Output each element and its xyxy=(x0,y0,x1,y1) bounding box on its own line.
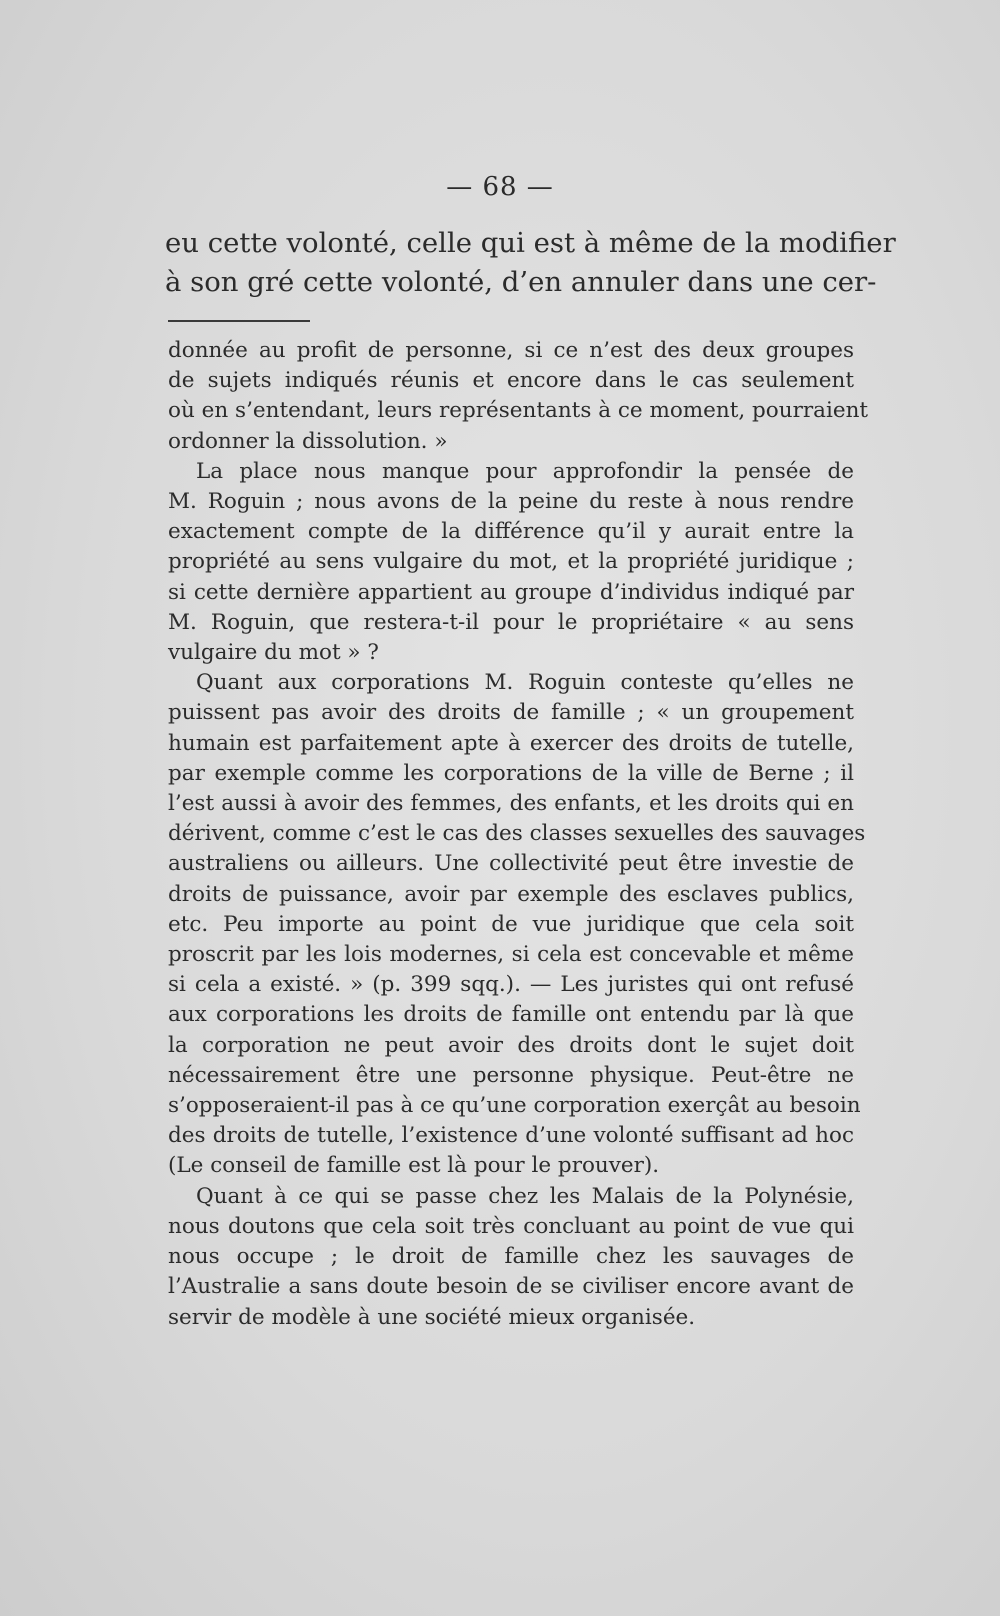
footnote-line: dérivent, comme c’est le cas des classes sexuelles des sauvages xyxy=(168,821,866,847)
footnote-line: aux corporations les droits de famille ont entendu par là que xyxy=(168,1002,854,1028)
footnote-line: M. Roguin ; nous avons de la peine du reste à nous rendre xyxy=(168,489,854,515)
footnote-rule xyxy=(168,320,310,322)
footnote-line: La place nous manque pour approfondir la pensée de xyxy=(196,458,854,484)
footnote-line: exactement compte de la différence qu’il y aurait entre la xyxy=(168,519,854,545)
footnote-line: droits de puissance, avoir par exemple des esclaves publics, xyxy=(168,881,854,907)
footnote-line: nécessairement être une personne physique. Peut-être ne xyxy=(168,1062,854,1088)
page-number: — 68 — xyxy=(446,172,554,202)
footnote-line: Quant à ce qui se passe chez les Malais de la Polynésie, xyxy=(196,1183,854,1209)
footnote-line: M. Roguin, que restera-t-il pour le propriétaire « au sens xyxy=(168,609,854,635)
footnote-line: vulgaire du mot » ? xyxy=(168,640,379,666)
footnote-line: servir de modèle à une société mieux organisée. xyxy=(168,1304,696,1330)
footnote-line: nous occupe ; le droit de famille chez les sauvages de xyxy=(168,1244,854,1270)
main-text-line: eu cette volonté, celle qui est à même de la modifier xyxy=(165,227,896,259)
footnote-line: Quant aux corporations M. Roguin conteste qu’elles ne xyxy=(196,670,854,696)
footnote-line: propriété au sens vulgaire du mot, et la propriété juridique ; xyxy=(168,549,854,575)
footnote-line: de sujets indiqués réunis et encore dans le cas seulement xyxy=(168,368,854,394)
footnote-line: proscrit par les lois modernes, si cela est concevable et même xyxy=(168,942,854,968)
footnote-line: puissent pas avoir des droits de famille ; « un groupement xyxy=(168,700,854,726)
footnote-line: où en s’entendant, leurs représentants à ce moment, pourraient xyxy=(168,398,869,424)
footnote-line: etc. Peu importe au point de vue juridique que cela soit xyxy=(168,911,854,937)
footnote-line: la corporation ne peut avoir des droits dont le sujet doit xyxy=(168,1032,854,1058)
footnote-line: l’Australie a sans doute besoin de se civiliser encore avant de xyxy=(168,1274,854,1300)
footnote-line: (Le conseil de famille est là pour le prouver). xyxy=(168,1153,660,1179)
main-text-line: à son gré cette volonté, d’en annuler dans une cer- xyxy=(165,266,877,298)
footnote-line: si cette dernière appartient au groupe d’individus indiqué par xyxy=(168,579,854,605)
footnote-line: humain est parfaitement apte à exercer des droits de tutelle, xyxy=(168,730,854,756)
footnote-line: donnée au profit de personne, si ce n’est des deux groupes xyxy=(168,338,854,363)
footnote-line: s’opposeraient-il pas à ce qu’une corporation exerçât au besoin xyxy=(168,1093,861,1119)
footnote-line: des droits de tutelle, l’existence d’une volonté suffisant ad hoc xyxy=(168,1123,854,1149)
footnote-line: ordonner la dissolution. » xyxy=(168,428,448,454)
footnote-line: si cela a existé. » (p. 399 sqq.). — Les juristes qui ont refusé xyxy=(168,972,854,998)
footnote-line: l’est aussi à avoir des femmes, des enfants, et les droits qui en xyxy=(168,791,854,817)
footnote xyxy=(168,336,869,1333)
footnote-line: nous doutons que cela soit très concluant au point de vue qui xyxy=(168,1213,854,1239)
footnote-line: par exemple comme les corporations de la ville de Berne ; il xyxy=(168,760,854,786)
footnote-line: australiens ou ailleurs. Une collectivité peut être investie de xyxy=(168,851,854,877)
main-text xyxy=(165,224,896,302)
